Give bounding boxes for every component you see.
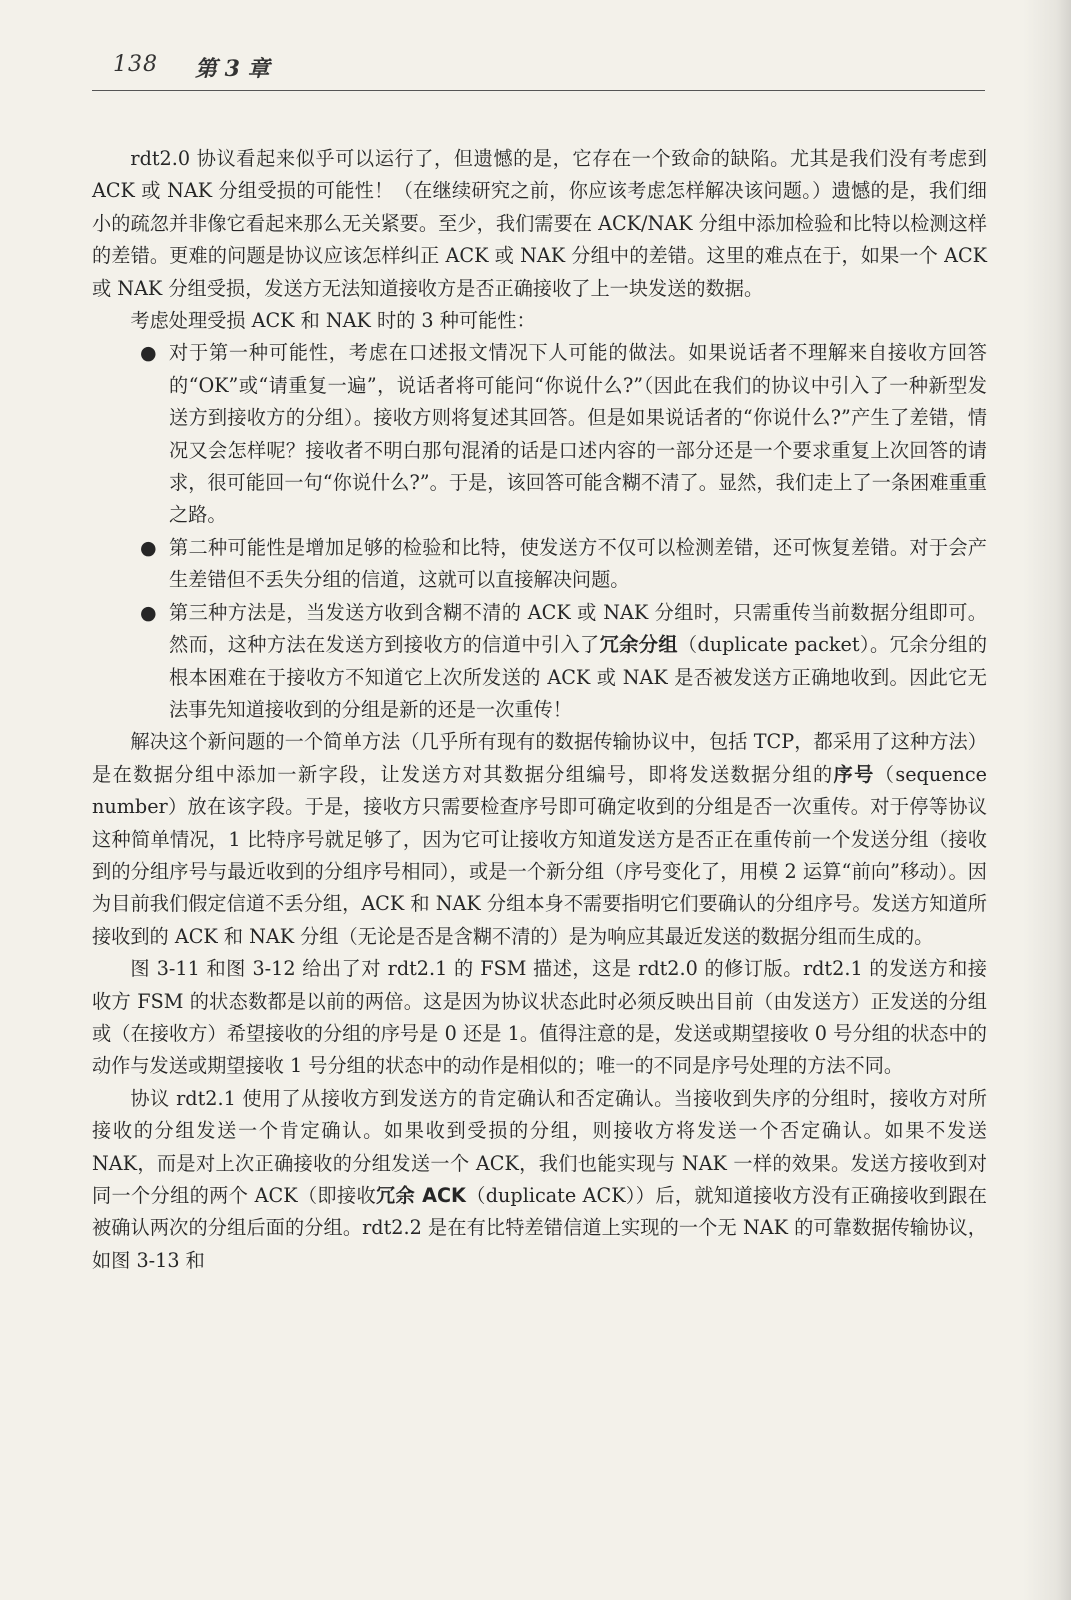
list-item-text: 第三种方法是，当发送方收到含糊不清的 ACK 或 NAK 分组时，只需重传当前数据分组即可。然而，这种方法在发送方到接收方的信道中引入了 xyxy=(169,600,987,657)
paragraph-text: 解决这个新问题的一个简单方法（几乎所有现有的数据传输协议中，包括 TCP，都采用了这种方法）是在数据分组中添加一新字段，让发送方对其数据分组编号，即将发送数据分组的 xyxy=(92,730,987,786)
list-item xyxy=(92,337,987,531)
paragraph-sequence-number xyxy=(92,726,987,953)
header-rule xyxy=(92,90,985,91)
list-item xyxy=(92,532,987,597)
list-item-text: 对于第一种可能性，考虑在口述报文情况下人可能的做法。如果说话者不理解来自接收方回答的“OK”或“请重复一遍”，说话者将可能问“你说什么?”（因此在我们的协议中引入了一种新型发送方到接收方的分组）。接收方则将复述其回答。但是如果说话者的“你说什么?”产生了差错，情况又会怎样呢？接收者不明白那句混淆的话是口述内容的一部分还是一个要求重复上次回答的请求，很可能回一句“你说什么?”。于是，该回答可能含糊不清了。显然，我们走上了一条困难重重之路。 xyxy=(169,341,987,527)
term-sequence-number: 序号 xyxy=(833,762,875,786)
paragraph-text-continued: （sequence number）放在该字段。于是，接收方只需要检查序号即可确定收到的分组是否一次重传。对于停等协议这种简单情况，1 比特序号就足够了，因为它可让接收方知道发送方是否正在重传前一个发送分组（接收到的分组序号与最近收到的分组序号相同），或是一个新分组（序号变化了，用模 2 运算“前向”移动）。因为目前我们假定信道不丢分组，ACK 和 NAK 分组本身不需要指明它们要确认的分组序号。发送方知道所接收到的 ACK 和 NAK 分组（无论是否是含糊不清的）是为响应其最近发送的数据分组而生成的。 xyxy=(92,762,988,948)
paragraph-rdt21-fsm: 图 3-11 和图 3-12 给出了对 rdt2.1 的 FSM 描述，这是 rdt2.0 的修订版。rdt2.1 的发送方和接收方 FSM 的状态数都是以前的两倍。这是因为协议状态此时必须反映出目前（由发送方）正发送的分组或（在接收方）希望接收的分组的序号是 0 还是 1。值得注意的是，发送或期望接收 0 号分组的状态中的动作与发送或期望接收 1 号分组的状态中的动作是相似的；唯一的不同是序号处理的方法不同。 xyxy=(92,957,987,1078)
list-item-text-continued: （duplicate packet）。冗余分组的根本困难在于接收方不知道它上次所发送的 ACK 或 NAK 是否被发送方正确地收到。因此它无法事先知道接收到的分组是新的还是一次重传！ xyxy=(169,633,988,721)
bullet-icon: ● xyxy=(140,342,157,365)
chapter-label: 第 3 章 xyxy=(195,56,270,82)
paragraph-rdt22 xyxy=(92,1083,987,1277)
possibilities-list xyxy=(92,337,987,726)
bullet-icon: ● xyxy=(140,601,157,624)
running-header xyxy=(95,52,985,92)
paragraph-text: 协议 rdt2.1 使用了从接收方到发送方的肯定确认和否定确认。当接收到失序的分组时，接收方对所接收的分组发送一个肯定确认。如果收到受损的分组，则接收方将发送一个否定确认。如果不发送 NAK，而是对上次正确接收的分组发送一个 ACK，我们也能实现与 NAK 一样的效果。发送方接收到对同一个分组的两个 ACK（即接收 xyxy=(92,1086,987,1207)
page-number: 138 xyxy=(113,52,158,77)
paragraph-rdt20-flaw: rdt2.0 协议看起来似乎可以运行了，但遗憾的是，它存在一个致命的缺陷。尤其是我们没有考虑到 ACK 或 NAK 分组受损的可能性！（在继续研究之前，你应该考虑怎样解决该问题。）遗憾的是，我们细小的疏忽并非像它看起来那么无关紧要。至少，我们需要在 ACK/NAK 分组中添加检验和比特以检测这样的差错。更难的问题是协议应该怎样纠正 ACK 或 NAK 分组中的差错。这里的难点在于，如果一个 ACK 或 NAK 分组受损，发送方无法知道接收方是否正确接收了上一块发送的数据。 xyxy=(92,147,987,300)
body-text xyxy=(92,143,987,1277)
term-duplicate-ack: 冗余 ACK xyxy=(376,1184,466,1207)
list-item xyxy=(92,597,987,727)
paragraph-text-continued: （duplicate ACK））后，就知道接收方没有正确接收到跟在被确认两次的分组后面的分组。rdt2.2 是在有比特差错信道上实现的一个无 NAK 的可靠数据传输协议，如图 3-13 和 xyxy=(92,1184,987,1272)
bullet-icon: ● xyxy=(140,536,157,559)
term-duplicate-packet: 冗余分组 xyxy=(599,633,678,657)
paragraph-three-possibilities: 考虑处理受损 ACK 和 NAK 时的 3 种可能性： xyxy=(130,309,536,333)
page-edge-shadow xyxy=(1023,0,1071,1600)
list-item-text: 第二种可能性是增加足够的检验和比特，使发送方不仅可以检测差错，还可恢复差错。对于会产生差错但不丢失分组的信道，这就可以直接解决问题。 xyxy=(169,535,987,592)
